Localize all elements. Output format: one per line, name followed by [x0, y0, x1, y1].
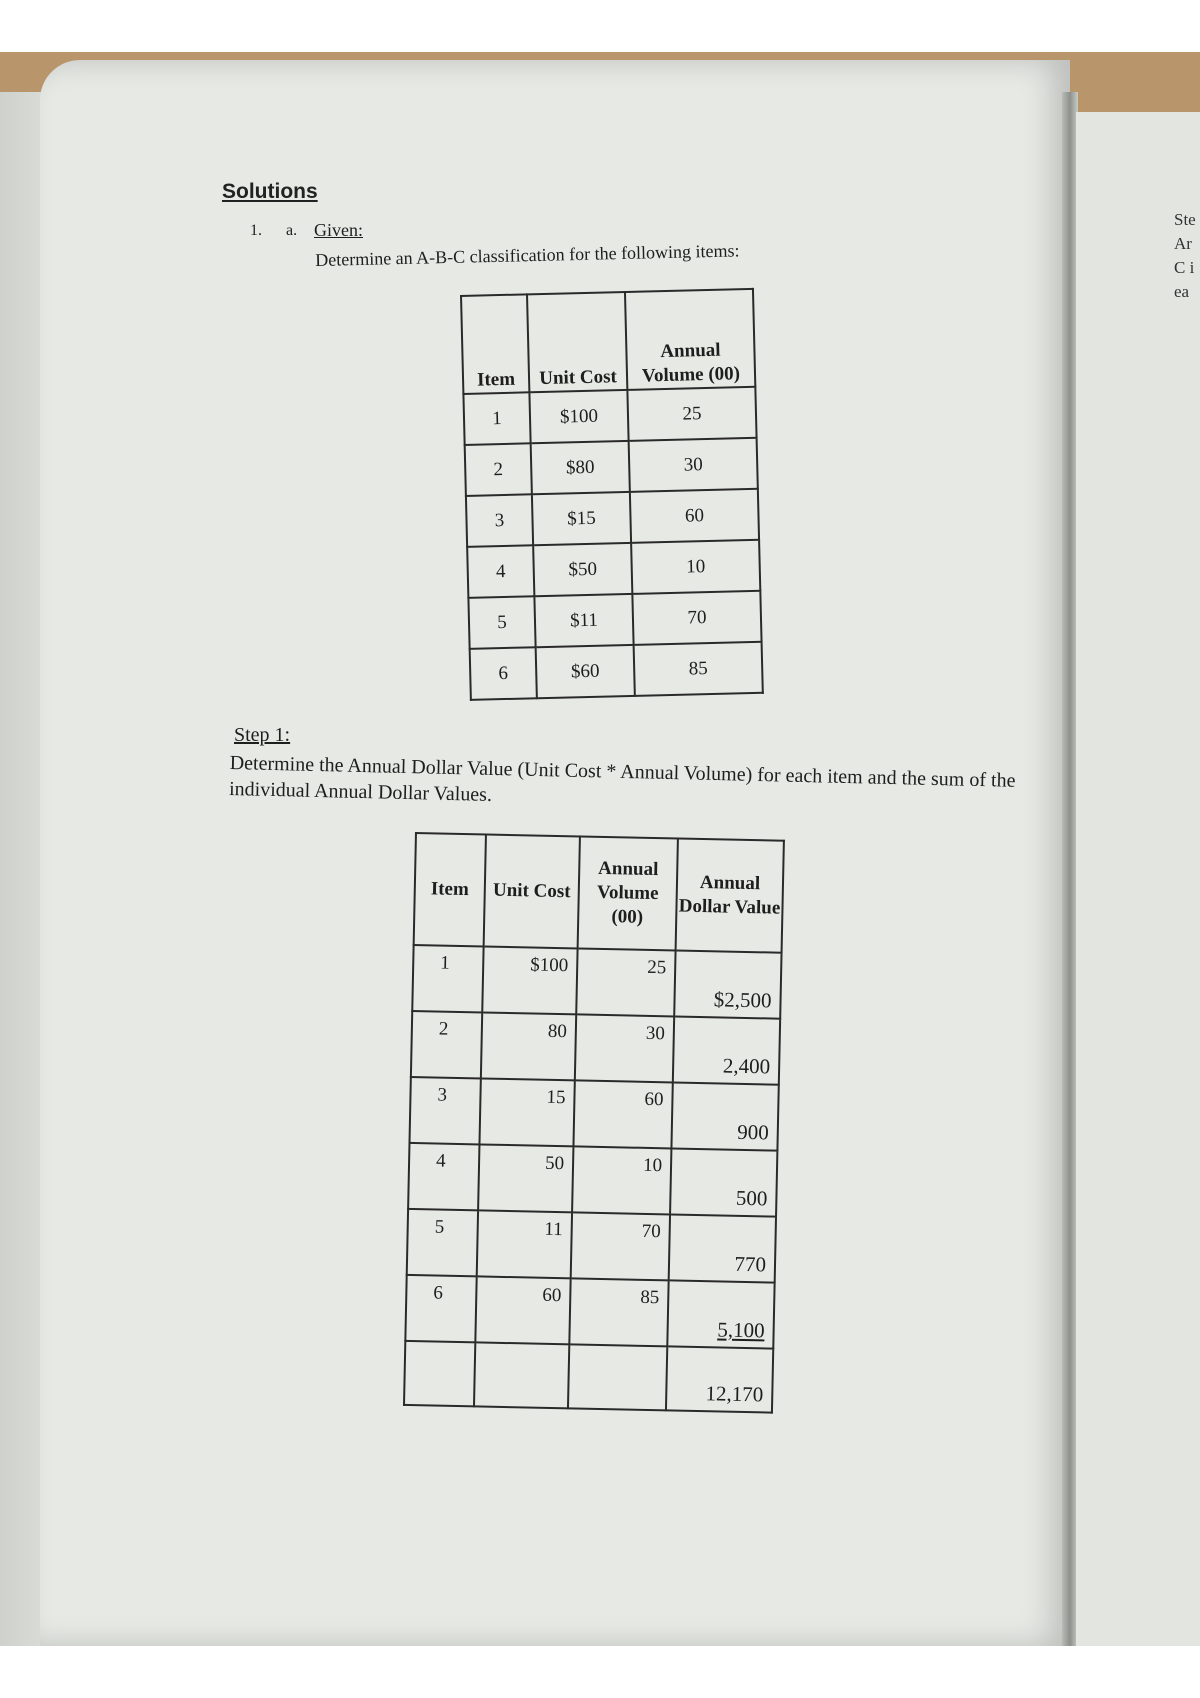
table-row [463, 387, 756, 445]
table-row [467, 540, 760, 598]
cell: 6 [405, 1275, 476, 1342]
cell: 80 [481, 1012, 576, 1080]
instruction-text: Determine an A-B-C classification for the following items: [315, 240, 740, 270]
table-row [411, 1011, 780, 1085]
cell: $100 [529, 390, 628, 443]
cell: 25 [627, 387, 756, 441]
cell: 4 [408, 1143, 479, 1210]
cell: $80 [531, 441, 630, 494]
right-page-fragment: Ste [1174, 210, 1196, 229]
cell: $50 [533, 543, 632, 596]
cell [404, 1341, 475, 1406]
annual-dollar-value-table [403, 832, 785, 1414]
cell: 70 [632, 591, 761, 645]
total-value: 12,170 [666, 1346, 773, 1412]
cell: 3 [466, 494, 533, 547]
step-1-title: Step 1: [234, 724, 291, 746]
header-item: Item [461, 294, 529, 394]
cell: 10 [631, 540, 760, 594]
cell: 1 [463, 392, 530, 445]
cell: $11 [534, 594, 633, 647]
cell [474, 1342, 569, 1408]
cell: 60 [475, 1276, 570, 1344]
cell: 5,100 [667, 1280, 774, 1348]
cell: 6 [470, 647, 537, 700]
cell: $100 [482, 946, 577, 1014]
cell: 500 [670, 1148, 777, 1216]
table-row [470, 642, 763, 700]
subpart-letter: a. [286, 222, 298, 239]
header-annual-dollar-value: Annual Dollar Value [676, 839, 784, 953]
table-header-row [461, 289, 755, 394]
table-row [405, 1275, 774, 1349]
problem-number: 1. [250, 222, 262, 239]
table-row [466, 489, 759, 547]
header-annual-volume: Annual Volume (00) [625, 289, 755, 390]
table-row [465, 438, 758, 496]
cell: 10 [572, 1146, 671, 1214]
table-row [407, 1209, 776, 1283]
cell: 30 [629, 438, 758, 492]
cell: 2,400 [673, 1016, 780, 1084]
header-annual-volume: Annual Volume (00) [578, 836, 678, 950]
cell: 11 [477, 1210, 572, 1278]
cell: 85 [569, 1278, 668, 1346]
cell: 2 [411, 1011, 482, 1078]
cell: 900 [671, 1082, 778, 1150]
cell: 5 [407, 1209, 478, 1276]
total-row [404, 1341, 773, 1413]
cell: 5 [468, 596, 535, 649]
given-table [460, 288, 764, 701]
cell: 30 [575, 1014, 674, 1082]
cell: 2 [465, 443, 532, 496]
cell: 25 [576, 948, 675, 1016]
cell: 15 [479, 1078, 574, 1146]
cell: $2,500 [674, 950, 781, 1018]
header-unit-cost: Unit Cost [527, 292, 627, 392]
cell: $15 [532, 492, 631, 545]
right-page [1076, 112, 1200, 1646]
cell: 3 [409, 1077, 480, 1144]
table-row [409, 1077, 778, 1151]
table-header-row [414, 833, 784, 953]
cell: 50 [478, 1144, 573, 1212]
header-unit-cost: Unit Cost [484, 834, 580, 948]
cell: 770 [669, 1214, 776, 1282]
cell: 60 [630, 489, 759, 543]
table-row [412, 945, 781, 1019]
given-label: Given: [314, 220, 363, 240]
cell: $60 [536, 645, 635, 698]
solutions-heading: Solutions [222, 180, 318, 203]
table-row [408, 1143, 777, 1217]
cell [568, 1344, 667, 1410]
cell: 1 [412, 945, 483, 1012]
cell: 4 [467, 545, 534, 598]
table-row [468, 591, 761, 649]
cell: 70 [571, 1212, 670, 1280]
right-page-fragment: ea [1174, 282, 1190, 301]
step-1-text: Determine the Annual Dollar Value (Unit Cost * Annual Volume) for each item and the sum of the individual Annual Dollar Values. [228, 751, 1016, 806]
cell: 60 [573, 1080, 672, 1148]
header-item: Item [414, 833, 486, 946]
right-page-fragment: Ar [1174, 234, 1192, 253]
cell: 85 [634, 642, 763, 696]
right-page-fragment: C i [1174, 258, 1195, 277]
